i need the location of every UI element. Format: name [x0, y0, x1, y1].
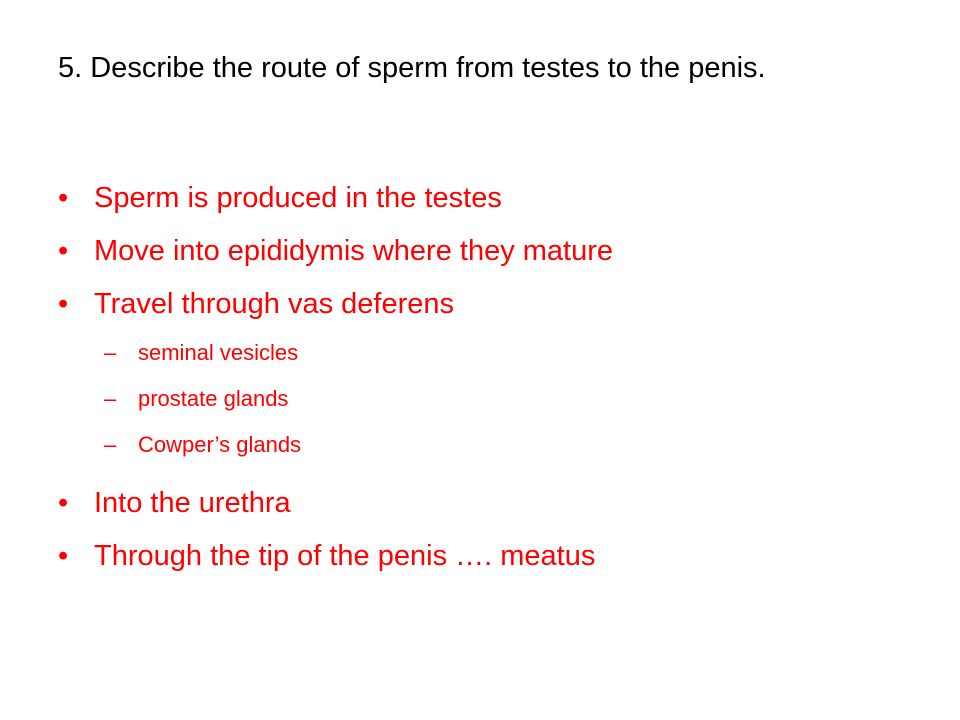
sub-bullet-marker: – [104, 432, 117, 457]
bullet-text: Sperm is produced in the testes [94, 182, 502, 214]
bullet-marker: • [58, 540, 69, 572]
sub-bullet-text: prostate glands [138, 386, 289, 411]
bullet-item [58, 174, 918, 227]
bullet-marker: • [58, 182, 69, 214]
sub-bullet-text: Cowper’s glands [138, 432, 302, 457]
list-spacer [58, 471, 918, 479]
sub-bullet-item [58, 333, 918, 379]
sub-bullet-item [58, 379, 918, 425]
bullet-marker: • [58, 288, 69, 320]
sub-bullet-marker: – [104, 340, 117, 365]
sub-bullet-item [58, 425, 918, 471]
bullet-marker: • [58, 235, 69, 267]
sub-bullet-text: seminal vesicles [138, 340, 299, 365]
bullet-text: Move into epididymis where they mature [94, 235, 614, 267]
bullet-item [58, 532, 918, 585]
slide-title: 5. Describe the route of sperm from testes to the penis. [58, 52, 766, 84]
bullet-text: Through the tip of the penis …. meatus [94, 540, 596, 572]
bullet-item [58, 479, 918, 532]
bullet-text: Into the urethra [94, 487, 291, 519]
bullet-item [58, 280, 918, 333]
bullet-text: Travel through vas deferens [94, 288, 455, 320]
bullet-list [58, 174, 918, 585]
bullet-item [58, 227, 918, 280]
sub-bullet-marker: – [104, 386, 117, 411]
bullet-marker: • [58, 487, 69, 519]
